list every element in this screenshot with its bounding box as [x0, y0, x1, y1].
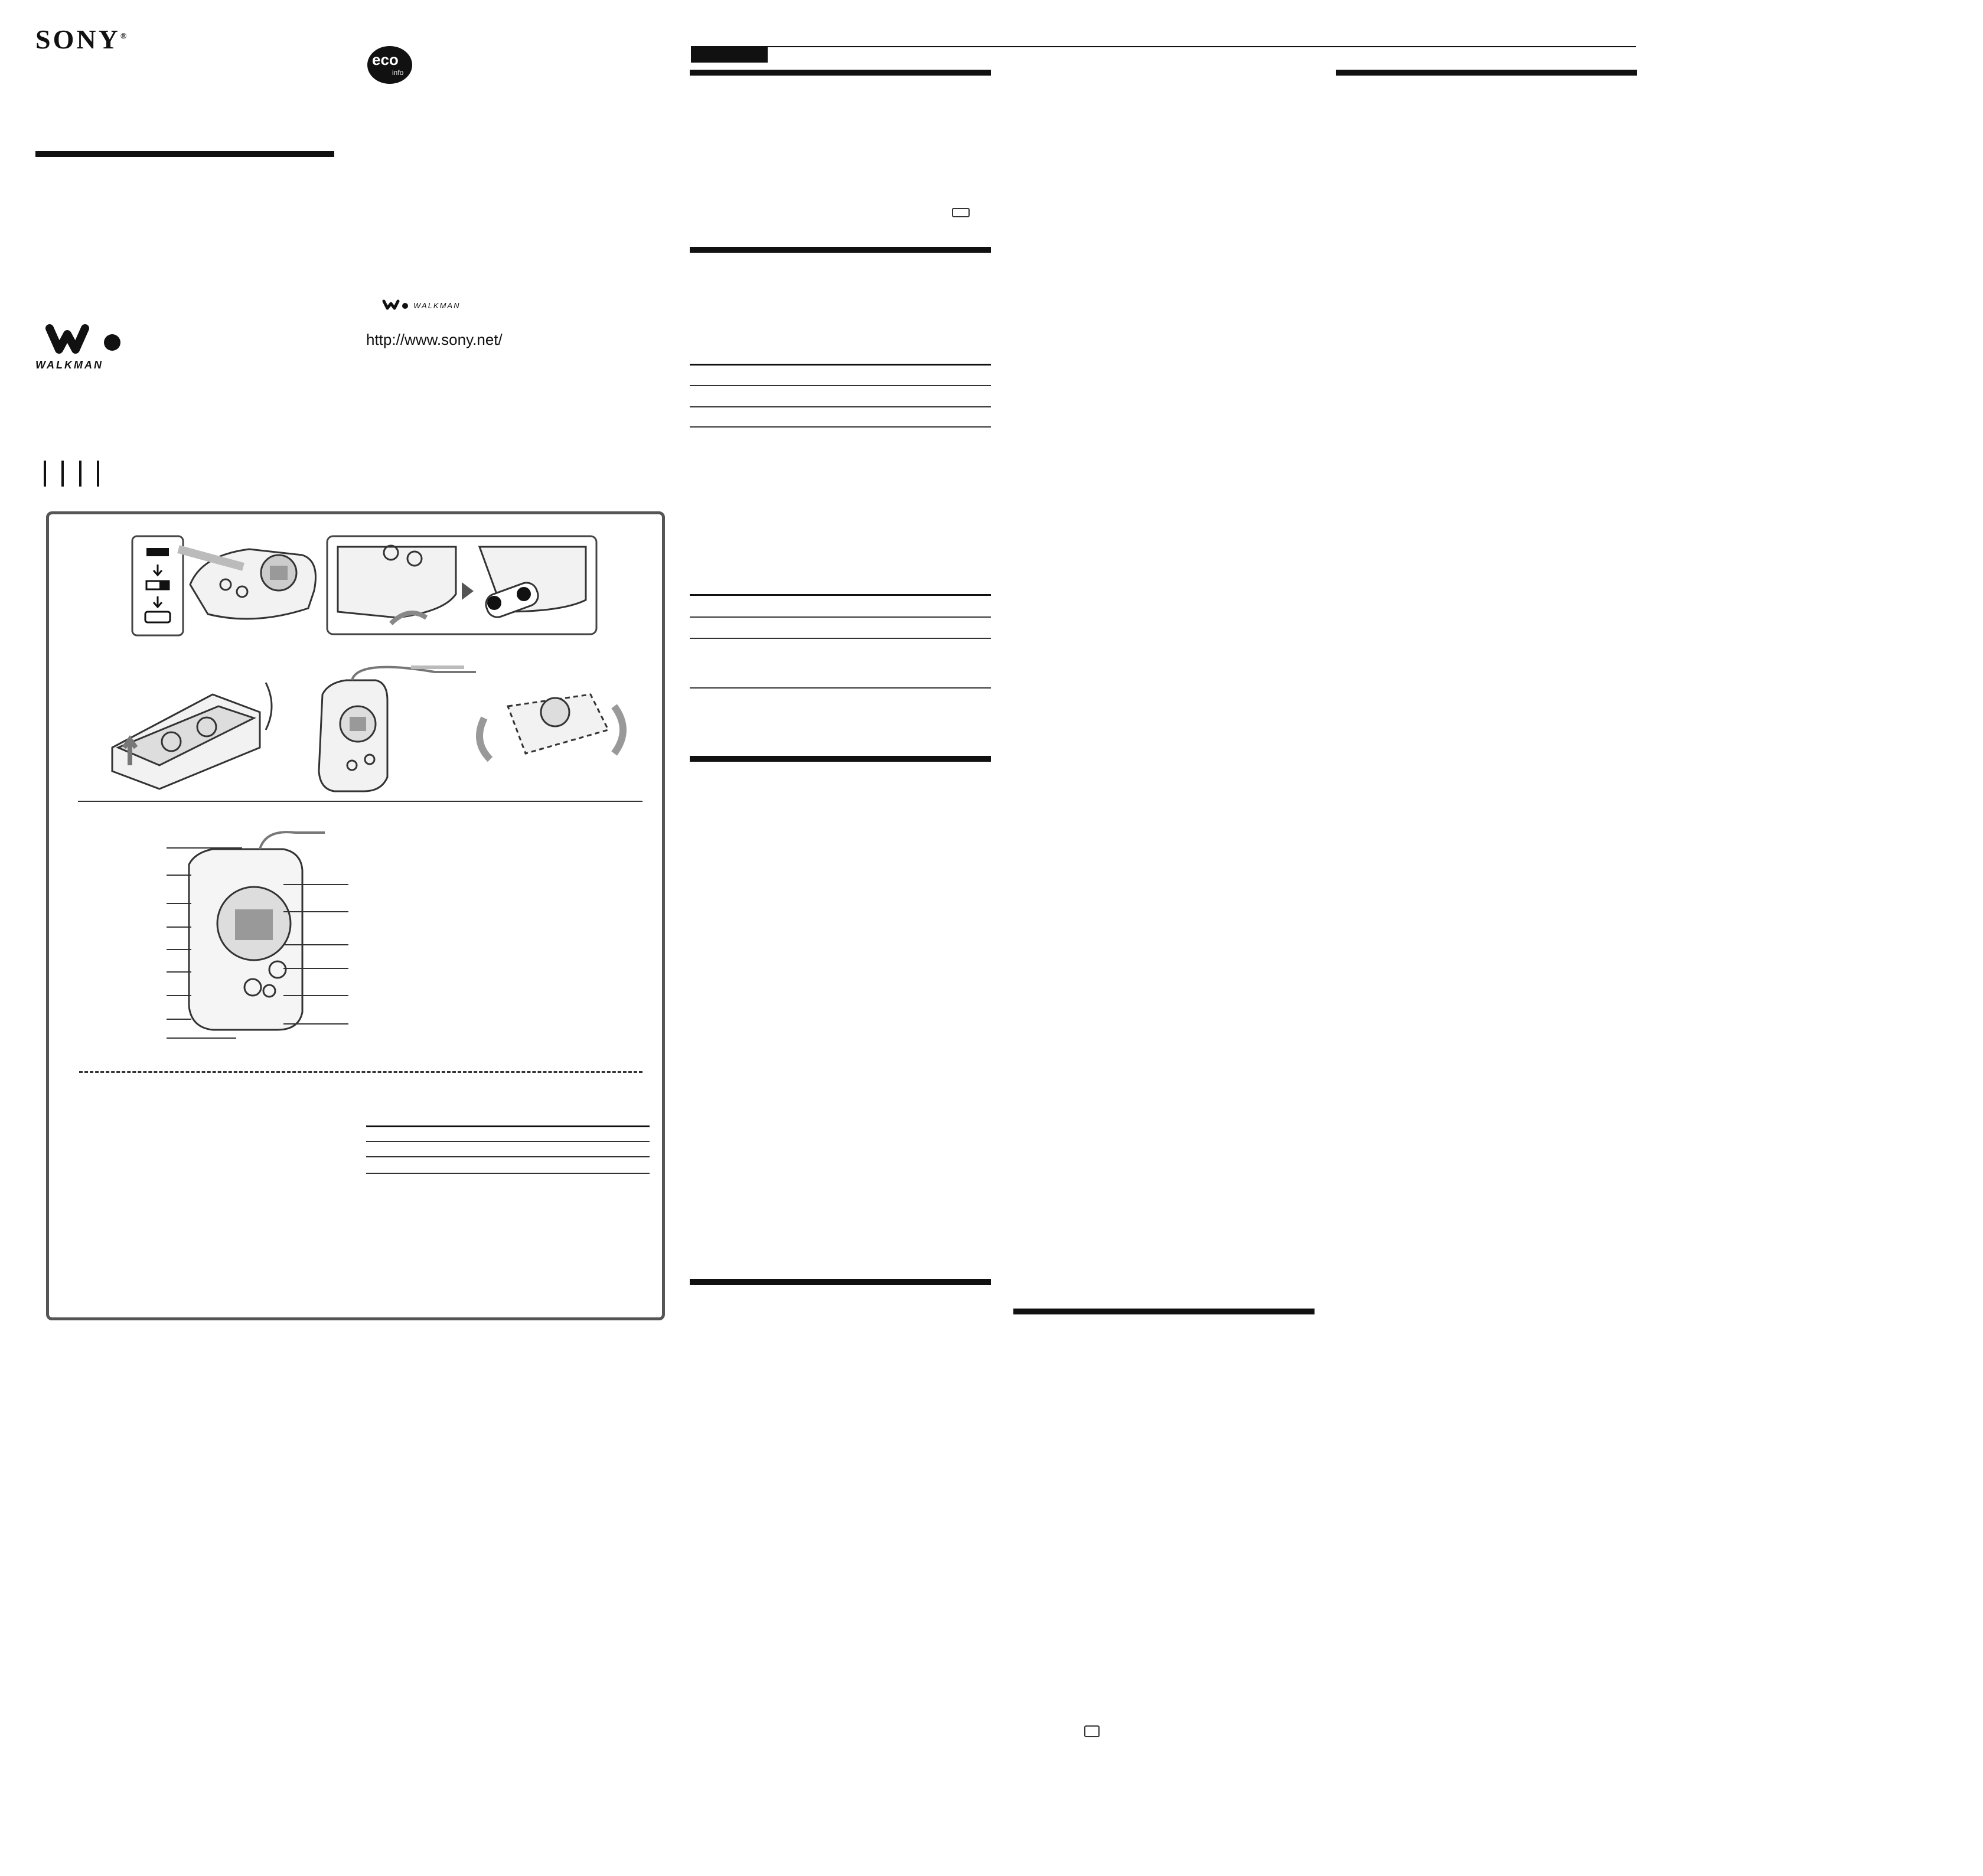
eco-info-icon	[367, 46, 412, 84]
battery-insertion-figure	[326, 535, 598, 635]
col1-table-b-row3	[690, 687, 991, 689]
col1-table-a-row2	[690, 406, 991, 407]
website-url[interactable]: http://www.sony.net/	[366, 331, 503, 348]
panel-divider	[78, 801, 642, 802]
walkman-logo-icon	[35, 319, 142, 360]
col1-table-a-row3	[690, 426, 991, 428]
col1-heading-rule-3	[690, 756, 991, 762]
walkman-logo	[35, 319, 142, 378]
col1-table-b-row1	[690, 616, 991, 618]
title-rule	[35, 151, 334, 157]
col1-table-b-row2	[690, 638, 991, 639]
col1-heading-rule-4	[690, 1279, 991, 1285]
player-figure-1	[184, 537, 320, 632]
recycle-inline-icon	[1084, 1725, 1100, 1737]
cut-line	[79, 1071, 642, 1073]
panel-table-rule-3	[366, 1156, 650, 1157]
parts-diagram	[165, 829, 354, 1042]
section-tab	[691, 46, 768, 63]
player-headphone-figure	[305, 659, 494, 795]
info-label: info	[392, 68, 404, 77]
walkman-small-wordmark: WALKMAN	[413, 301, 461, 310]
walkman-small-icon	[381, 299, 410, 312]
col1-heading-rule-1	[690, 70, 991, 76]
panel-table-rule-4	[366, 1173, 650, 1174]
player-rotation-figure	[472, 683, 626, 783]
cassette-open-figure	[106, 677, 278, 789]
col1-table-a-top	[690, 364, 991, 366]
col3-heading-rule	[1336, 70, 1637, 76]
eco-label: eco	[372, 51, 399, 68]
header-rule	[691, 46, 1636, 47]
walkman-logo-small	[381, 299, 488, 314]
sony-logo	[35, 24, 129, 55]
battery-indicator-figure	[131, 535, 184, 637]
walkman-wordmark: WALKMAN	[35, 359, 103, 371]
battery-inline-icon	[952, 208, 970, 217]
sony-brand-text: SONY	[35, 24, 120, 54]
panel-table-rule-2	[366, 1141, 650, 1142]
language-index-bars	[44, 461, 109, 487]
col2-heading-rule	[1013, 1309, 1315, 1314]
col1-heading-rule-2	[690, 247, 991, 253]
registered-mark: ®	[120, 32, 129, 41]
col1-table-b-top	[690, 594, 991, 596]
col1-table-a-row1	[690, 385, 991, 386]
panel-table-rule-1	[366, 1125, 650, 1127]
